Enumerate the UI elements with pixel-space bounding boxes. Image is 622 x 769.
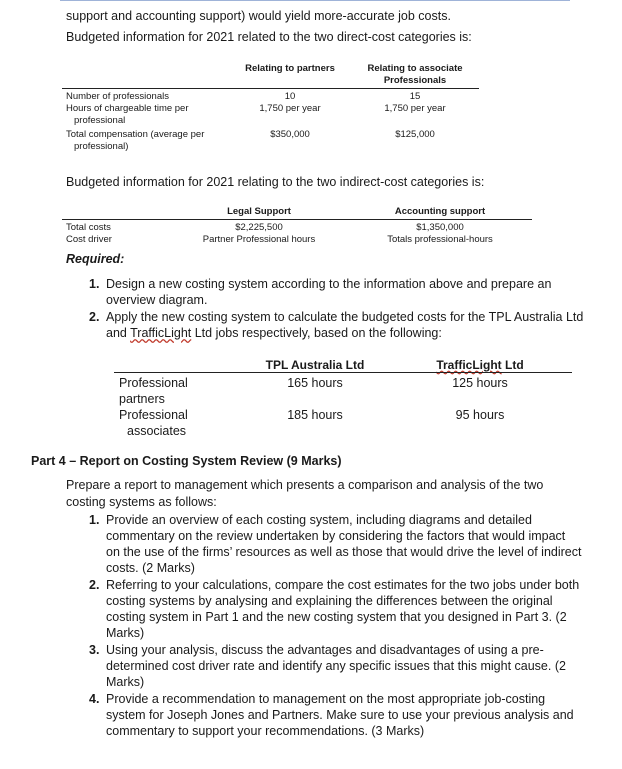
header-accounting-support: Accounting support — [394, 206, 486, 217]
row-label: Cost driver — [66, 234, 112, 245]
part4-item-line: on the use of the firms’ resources as well as those that would drive the level of indirect — [106, 545, 582, 559]
row-label: Professional — [119, 376, 188, 390]
part4-intro-line-2: costing systems as follows: — [66, 495, 217, 509]
row-legal-value: Partner Professional hours — [202, 234, 316, 245]
intro-line-1: support and accounting support) would yield more-accurate job costs. — [66, 9, 451, 23]
direct-table-rule — [62, 88, 479, 89]
intro-line-2: Budgeted information for 2021 related to the two direct-cost categories is: — [66, 30, 472, 44]
row-partners-value: $350,000 — [270, 129, 310, 140]
part4-item-line: determined cost driver rate and identify any specific issues that this might cause. (2 — [106, 659, 566, 673]
required-item-2-line-1: Apply the new costing system to calculate the budgeted costs for the TPL Australia Ltd — [106, 310, 584, 324]
indirect-table-rule — [62, 219, 532, 220]
part4-intro-line-1: Prepare a report to management which presents a comparison and analysis of the two — [66, 478, 544, 492]
row-traffic-value: 95 hours — [455, 408, 505, 422]
jobs-table-rule — [114, 372, 572, 373]
item-number: 1. — [89, 277, 100, 291]
required-item-1-line-1: Design a new costing system according to the information above and prepare an — [106, 277, 552, 291]
row-label-continued: partners — [119, 392, 165, 406]
header-tpl: TPL Australia Ltd — [265, 358, 365, 372]
part4-item-line: costs. (2 Marks) — [106, 561, 195, 575]
header-partners: Relating to partners — [245, 63, 335, 74]
part4-item-line: Using your analysis, discuss the advantages and disadvantages of using a pre- — [106, 643, 544, 657]
row-tpl-value: 165 hours — [287, 376, 343, 390]
row-label: Total costs — [66, 222, 111, 233]
row-label-continued: professional) — [74, 141, 129, 152]
part4-item-line: Marks) — [106, 675, 145, 689]
header-associates-2: Professionals — [383, 75, 447, 86]
text-fragment: and — [106, 326, 131, 340]
part4-item-line: costing systems by analysing and explaining the differences between the original — [106, 594, 553, 608]
row-partners-value: 10 — [284, 91, 296, 102]
row-partners-value: 1,750 per year — [259, 103, 321, 114]
header-legal-support: Legal Support — [227, 206, 291, 217]
row-label: Professional — [119, 408, 188, 422]
item-number: 4. — [89, 692, 100, 706]
part4-item-line: Provide an overview of each costing system, including diagrams and detailed — [106, 513, 532, 527]
brand-name: TrafficLight — [130, 326, 192, 340]
indirect-intro: Budgeted information for 2021 relating to the two indirect-cost categories is: — [66, 175, 485, 189]
row-label: Hours of chargeable time per — [66, 103, 189, 114]
item-number: 2. — [89, 578, 100, 592]
part4-item-line: Referring to your calculations, compare the cost estimates for the two jobs under both — [106, 578, 580, 592]
item-number: 3. — [89, 643, 100, 657]
row-accounting-value: Totals professional-hours — [387, 234, 493, 245]
item-number: 1. — [89, 513, 100, 527]
header-associates-1: Relating to associate — [367, 63, 463, 74]
row-traffic-value: 125 hours — [452, 376, 508, 390]
row-associates-value: 15 — [409, 91, 421, 102]
item-number: 2. — [89, 310, 100, 324]
row-label: Number of professionals — [66, 91, 169, 102]
required-heading: Required: — [66, 252, 125, 266]
part4-item-line: Provide a recommendation to management on the most appropriate job-costing — [106, 692, 546, 706]
part4-heading: Part 4 – Report on Costing System Review (9 Marks) — [31, 454, 342, 468]
part4-item-line: commentary to support your recommendations. (3 Marks) — [106, 724, 425, 738]
row-legal-value: $2,225,500 — [235, 222, 283, 233]
row-label-continued: professional — [74, 115, 126, 126]
row-tpl-value: 185 hours — [287, 408, 343, 422]
required-item-1-line-2: overview diagram. — [106, 293, 208, 307]
required-item-2-line-2 — [106, 325, 442, 342]
brand-name: TrafficLight — [436, 358, 502, 372]
text-fragment: Ltd — [501, 358, 524, 372]
row-associates-value: $125,000 — [395, 129, 435, 140]
row-accounting-value: $1,350,000 — [416, 222, 464, 233]
part4-item-line: commentary on the review undertaken by considering the factors that would impact — [106, 529, 566, 543]
top-divider — [60, 0, 570, 1]
part4-item-line: system for Joseph Jones and Partners. Make sure to use your previous analysis and — [106, 708, 574, 722]
row-label: Total compensation (average per — [66, 129, 205, 140]
part4-item-line: Marks) — [106, 626, 145, 640]
text-fragment: Ltd jobs respectively, based on the following: — [191, 326, 442, 340]
part4-item-line: costing system in Part 1 and the new costing system that you designed in Part 3. (2 — [106, 610, 567, 624]
row-label-continued: associates — [127, 424, 187, 438]
row-associates-value: 1,750 per year — [384, 103, 446, 114]
